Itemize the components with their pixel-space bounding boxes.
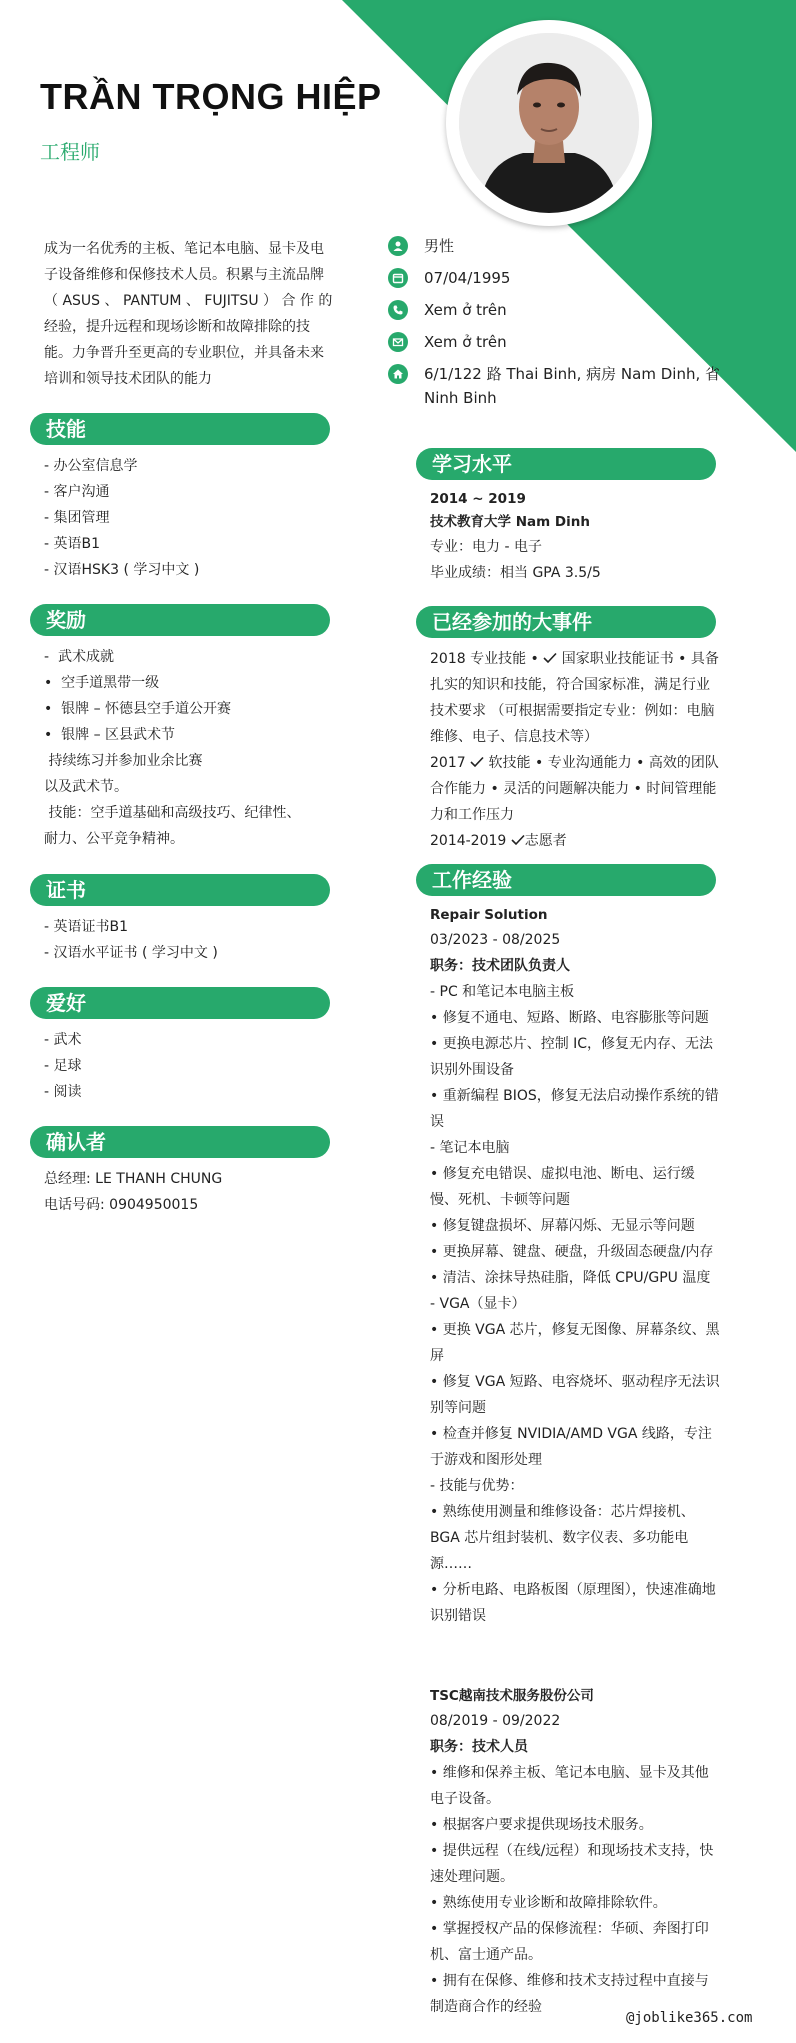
job-title: 工程师	[40, 140, 100, 164]
job-line: • 检查并修复 NVIDIA/AMD VGA 线路，专注于游戏和图形处理	[430, 1426, 712, 1468]
job-line: • 熟练使用专业诊断和故障排除软件。	[430, 1895, 667, 1911]
list-item: 以及武术节。	[44, 779, 128, 795]
job-line: • 掌握授权产品的保修流程：华硕、奔图打印机、富士通产品。	[430, 1921, 709, 1963]
job-role: 职务：技术团队负责人	[430, 958, 570, 974]
certificates-heading: 证书	[30, 874, 330, 906]
career-summary: 成为一名优秀的主板、笔记本电脑、显卡及电子设备维修和保修技术人员。积累与主流品牌 （ ASUS 、 PANTUM 、 FUJITSU ） 合 作 的 经验，提升远程和现场诊断和故障排除的技能。力争晋升至更高的专业职位，并具备未来培训和领导技术团队的能力	[44, 241, 333, 387]
job-line: • 清洁、涂抹导热硅脂，降低 CPU/GPU 温度	[430, 1270, 711, 1286]
job-line: • 维修和保养主板、笔记本电脑、显卡及其他电子设备。	[430, 1765, 709, 1807]
hobbies-section	[44, 987, 334, 1105]
skills-list	[44, 453, 334, 583]
job-line: • 修复 VGA 短路、电容烧坏、驱动程序无法识别等问题	[430, 1374, 720, 1416]
job-line: • 重新编程 BIOS，修复无法启动操作系统的错误	[430, 1088, 719, 1130]
job-line: • 更换电源芯片、控制 IC，修复无内存、无法识别外围设备	[430, 1036, 714, 1078]
contact-info	[388, 234, 728, 418]
check-icon	[470, 756, 484, 768]
job-line: • 提供远程（在线/远程）和现场技术支持，快速处理问题。	[430, 1843, 714, 1885]
education-heading: 学习水平	[416, 448, 716, 480]
contact-birthday	[388, 266, 728, 290]
list-item: - 武术成就	[44, 649, 114, 665]
list-item: • 银牌 – 区县武术节	[44, 727, 176, 743]
certificates-list	[44, 914, 334, 966]
job-line: • 拥有在保修、维修和技术支持过程中直接与制造商合作的经验	[430, 1973, 709, 2015]
list-item: 持续练习并参加业余比赛	[44, 753, 203, 769]
birthday-value: 07/04/1995	[424, 269, 511, 287]
job-line: • 分析电路、电路板图（原理图），快速准确地识别错误	[430, 1582, 716, 1624]
email-value: Xem ở trên	[424, 333, 507, 351]
experience-section	[430, 864, 720, 2020]
job-line: • 修复键盘损坏、屏幕闪烁、无显示等问题	[430, 1218, 695, 1234]
job-period: 08/2019 - 09/2022	[430, 1713, 561, 1729]
reference-phone: 电话号码: 0904950015	[44, 1197, 199, 1213]
event-2014-2019	[430, 828, 720, 854]
certificates-section	[44, 874, 334, 966]
job-line: • 修复不通电、短路、断路、电容膨胀等问题	[430, 1010, 709, 1026]
list-item: • 银牌 – 怀德县空手道公开赛	[44, 701, 232, 717]
phone-value: Xem ở trên	[424, 301, 507, 319]
event-2017	[430, 750, 720, 828]
experience-heading: 工作经验	[416, 864, 716, 896]
event-text: 国家职业技能证书 • 具备扎实的知识和技能，符合国家标准，满足行业技术要求 （可根据需要指定专业：例如：电脑维修、电子、信息技术等）	[430, 651, 719, 745]
job-line: - VGA（显卡）	[430, 1296, 526, 1312]
education-grade: 毕业成绩：相当 GPA 3.5/5	[430, 565, 601, 581]
event-text: 2014-2019	[430, 833, 511, 849]
event-text: 2018 专业技能 •	[430, 651, 544, 667]
spacer	[430, 1629, 720, 1677]
contact-phone	[388, 298, 728, 322]
awards-list	[44, 644, 334, 852]
gender-value: 男性	[424, 237, 455, 255]
job-role: 职务：技术人员	[430, 1739, 528, 1755]
user-icon	[388, 236, 408, 256]
person-portrait-icon	[459, 33, 639, 213]
phone-icon	[388, 300, 408, 320]
reference-section	[44, 1126, 334, 1218]
events-section	[430, 606, 720, 854]
job-line: - 笔记本电脑	[430, 1140, 510, 1156]
list-item: - 阅读	[44, 1084, 82, 1100]
awards-section	[44, 604, 334, 852]
job-line: - PC 和笔记本电脑主板	[430, 984, 575, 1000]
education-section	[430, 448, 720, 586]
list-item: - 汉语水平证书 ( 学习中文 )	[44, 945, 218, 961]
list-item: 耐力、公平竞争精神。	[44, 831, 184, 847]
envelope-icon	[388, 332, 408, 352]
job-entry	[430, 904, 720, 1629]
event-text: 软技能 • 专业沟通能力 • 高效的团队合作能力 • 灵活的问题解决能力 • 时间管理能力和工作压力	[430, 755, 719, 823]
job-line: • 更换屏幕、键盘、硬盘，升级固态硬盘/内存	[430, 1244, 714, 1260]
address-value: 6/1/122 路 Thai Binh, 病房 Nam Dinh, 省 Ninh Binh	[424, 365, 720, 407]
list-item: - 办公室信息学	[44, 458, 138, 474]
job-line: - 技能与优势：	[430, 1478, 524, 1494]
list-item: - 集团管理	[44, 510, 110, 526]
list-item: - 足球	[44, 1058, 82, 1074]
awards-heading: 奖励	[30, 604, 330, 636]
list-item: • 空手道黑带一级	[44, 675, 160, 691]
education-major: 专业：电力 - 电子	[430, 539, 542, 555]
reference-heading: 确认者	[30, 1126, 330, 1158]
hobbies-heading: 爱好	[30, 987, 330, 1019]
job-period: 03/2023 - 08/2025	[430, 932, 561, 948]
job-line: • 熟练使用测量和维修设备：芯片焊接机、BGA 芯片组封装机、数字仪表、多功能电源……	[430, 1504, 695, 1572]
list-item: - 武术	[44, 1032, 82, 1048]
home-icon	[388, 364, 408, 384]
list-item: - 客户沟通	[44, 484, 110, 500]
event-text: 志愿者	[524, 833, 567, 849]
list-item: - 英语证书B1	[44, 919, 129, 935]
candidate-name: TRẦN TRỌNG HIỆP	[40, 76, 382, 117]
job-line: • 修复充电错误、虚拟电池、断电、运行缓慢、死机、卡顿等问题	[430, 1166, 695, 1208]
list-item: - 英语B1	[44, 536, 101, 552]
check-icon	[543, 652, 557, 664]
skills-section	[44, 413, 334, 583]
reference-manager: 总经理: LE THANH CHUNG	[44, 1171, 223, 1187]
check-icon	[511, 834, 525, 846]
education-years: 2014 ~ 2019	[430, 491, 526, 507]
job-line: • 更换 VGA 芯片，修复无图像、屏幕条纹、黑屏	[430, 1322, 720, 1364]
contact-address	[388, 362, 728, 410]
education-school: 技术教育大学 Nam Dinh	[430, 514, 590, 530]
footer-watermark: @joblike365.com	[626, 2010, 753, 2026]
list-item: - 汉语HSK3 ( 学习中文 )	[44, 562, 200, 578]
event-text: 2017	[430, 755, 471, 771]
job-company: TSC越南技术服务股份公司	[430, 1688, 594, 1704]
hobbies-list	[44, 1027, 334, 1105]
event-2018	[430, 646, 720, 750]
job-line: • 根据客户要求提供现场技术服务。	[430, 1817, 653, 1833]
profile-photo-frame	[446, 20, 652, 226]
skills-heading: 技能	[30, 413, 330, 445]
profile-photo	[459, 33, 639, 213]
job-company: Repair Solution	[430, 907, 548, 923]
contact-email	[388, 330, 728, 354]
calendar-icon	[388, 268, 408, 288]
list-item: 技能：空手道基础和高级技巧、纪律性、	[44, 805, 301, 821]
contact-gender	[388, 234, 728, 258]
job-entry	[430, 1685, 720, 2020]
events-heading: 已经参加的大事件	[416, 606, 716, 638]
